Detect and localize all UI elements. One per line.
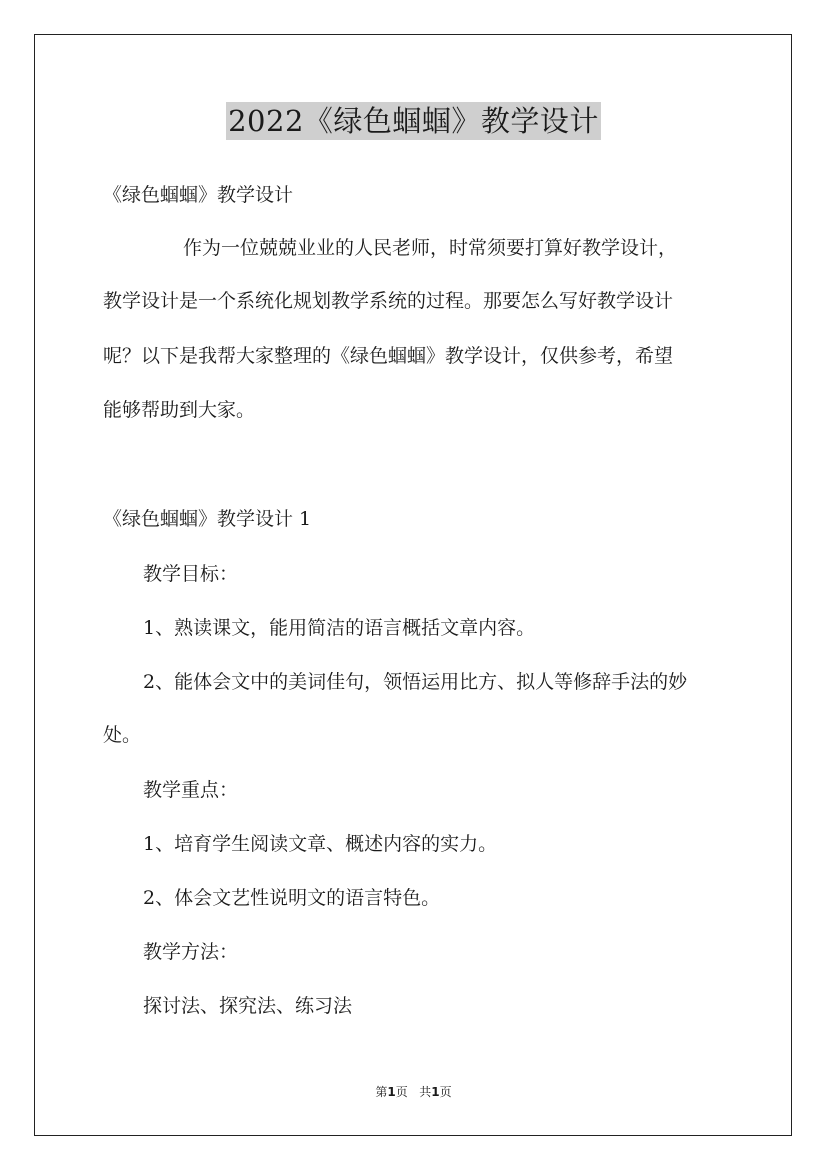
total-pages: 1 — [431, 1085, 440, 1099]
goal-2-line-2: 处。 — [103, 724, 142, 746]
method-label: 教学方法： — [143, 941, 239, 963]
focus-label: 教学重点： — [143, 779, 239, 801]
subtitle: 《绿色蝈蝈》教学设计 — [103, 184, 294, 206]
intro-line-4: 能够帮助到大家。 — [103, 399, 256, 421]
intro-line-2: 教学设计是一个系统化规划教学系统的过程。那要怎么写好教学设计 — [103, 290, 674, 312]
goals-label: 教学目标： — [143, 563, 239, 585]
total-prefix: 共 — [419, 1085, 432, 1099]
section-heading: 《绿色蝈蝈》教学设计 1 — [103, 508, 312, 530]
page-footer — [0, 1084, 827, 1100]
method-text: 探讨法、探究法、练习法 — [143, 995, 353, 1017]
intro-line-1: 作为一位兢兢业业的人民老师，时常须要打算好教学设计， — [183, 237, 678, 259]
intro-line-3: 呢？以下是我帮大家整理的《绿色蝈蝈》教学设计，仅供参考，希望 — [103, 345, 674, 367]
focus-2: 2、体会文艺性说明文的语言特色。 — [143, 887, 441, 909]
page-prefix: 第 — [375, 1085, 388, 1099]
page-suffix: 页 — [395, 1085, 408, 1099]
document-title: 2022《绿色蝈蝈》教学设计 — [228, 104, 599, 138]
page-number: 1 — [387, 1085, 396, 1099]
goal-1: 1、熟读课文，能用简洁的语言概括文章内容。 — [143, 617, 536, 639]
title-container — [0, 102, 827, 140]
total-suffix: 页 — [439, 1085, 452, 1099]
goal-2-line-1: 2、能体会文中的美词佳句，领悟运用比方、拟人等修辞手法的妙 — [143, 671, 688, 693]
focus-1: 1、培育学生阅读文章、概述内容的实力。 — [143, 833, 498, 855]
